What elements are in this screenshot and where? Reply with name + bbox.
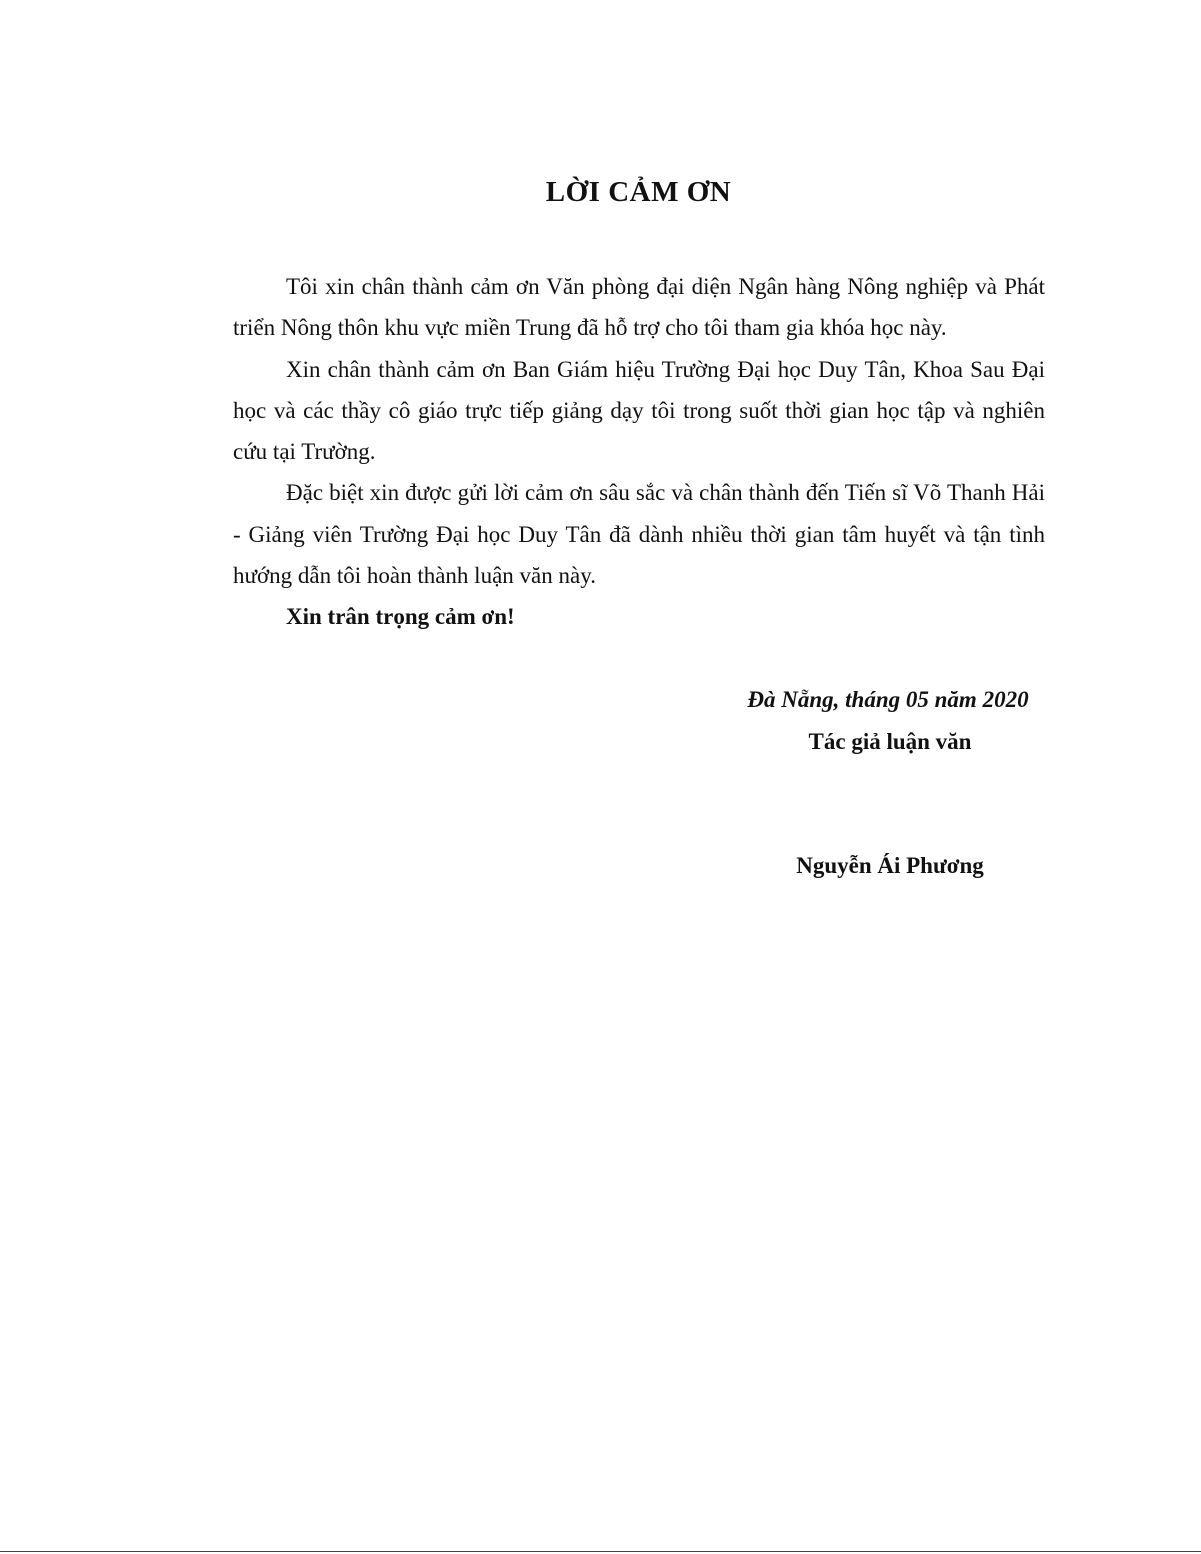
paragraph: Xin chân thành cảm ơn Ban Giám hiệu Trường Đại học Duy Tân, Khoa Sau Đại học và các thầy cô giáo trực tiếp giảng dạy tôi trong suốt thời gian học tập và nghiên cứu tại Trường. <box>233 356 1045 465</box>
paragraph: Tôi xin chân thành cảm ơn Văn phòng đại diện Ngân hàng Nông nghiệp và Phát triển Nông thôn khu vực miền Trung đã hỗ trợ cho tôi tham gia khóa học này. <box>233 274 1045 341</box>
signature-role: Tác giả luận văn <box>808 729 972 754</box>
page-title: LỜI CẢM ƠN <box>545 176 732 208</box>
signature-name: Nguyễn Ái Phương <box>796 853 984 878</box>
signature-place-date: Đà Nẵng, tháng 05 năm 2020 <box>747 687 1029 712</box>
bottom-divider <box>0 1551 1201 1552</box>
paragraph: Đặc biệt xin được gửi lời cảm ơn sâu sắc và chân thành đến Tiến sĩ Võ Thanh Hải - Giảng viên Trường Đại học Duy Tân đã dành nhiều thời gian tâm huyết và tận tình hướng dẫn tôi hoàn thành luận văn này. <box>233 480 1045 589</box>
acknowledgement-body <box>233 266 1045 638</box>
closing-line: Xin trân trọng cảm ơn! <box>286 604 515 630</box>
